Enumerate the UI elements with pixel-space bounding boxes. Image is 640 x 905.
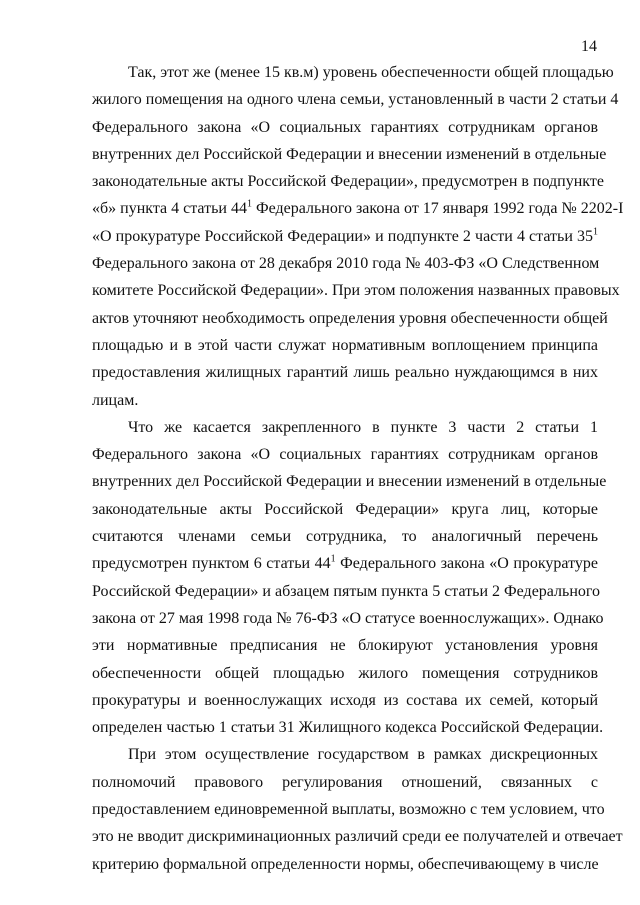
text-line [92, 114, 598, 141]
text-line-content: предоставлением единовременной выплаты, возможно с тем условием, что [92, 801, 605, 819]
footnote-marker: 1 [330, 554, 336, 566]
text-line-content: актов уточняют необходимость определения уровня обеспеченности общей [92, 309, 608, 327]
text-line-content: предоставления жилищных гарантий лишь реально нуждающимся в них [92, 364, 598, 382]
text-line [92, 687, 598, 714]
text-line-content: жилого помещения на одного члена семьи, установленный в части 2 статьи 4 [92, 91, 619, 109]
text-line [92, 741, 598, 768]
text-line [92, 523, 598, 550]
text-line [92, 441, 598, 468]
text-line-content: критерию формальной определенности нормы, обеспечивающему в числе [92, 855, 599, 873]
text-line-content: закона от 27 мая 1998 года № 76-ФЗ «О статусе военнослужащих». Однако [92, 609, 604, 627]
text-line-content: «б» пункта 4 статьи 44 [92, 200, 247, 218]
text-line-content: эти нормативные предписания не блокируют установления уровня [92, 637, 598, 655]
text-line [92, 414, 598, 441]
text-line-content: Федерального закона от 28 декабря 2010 года № 403-ФЗ «О Следственном [92, 255, 600, 273]
text-line [92, 250, 598, 277]
text-line [92, 195, 624, 222]
text-line-content: полномочий правового регулирования отношений, связанных с [92, 773, 598, 791]
text-line-content: «О прокуратуре Российской Федерации» и подпункте 2 части 4 статьи 35 [92, 227, 593, 245]
text-line-content: Российской Федерации» и абзацем пятым пункта 5 статьи 2 Федерального [92, 582, 601, 600]
text-line [92, 714, 604, 741]
text-line-content: считаются членами семьи сотрудника, то аналогичный перечень [92, 528, 598, 546]
text-line-continuation: Федерального закона от 17 января 1992 года № 2202-I [251, 200, 624, 218]
text-line [92, 769, 598, 796]
text-line [92, 496, 598, 523]
text-line-content: площадью и в этой части служат нормативным воплощением принципа [92, 336, 598, 354]
text-line [92, 332, 598, 359]
text-line-content: Так, этот же (менее 15 кв.м) уровень обеспеченности общей площадью [128, 64, 614, 81]
text-line [92, 851, 598, 878]
text-line [92, 359, 598, 386]
text-line [92, 796, 605, 823]
text-line-continuation: Федерального закона «О прокуратуре [335, 555, 598, 573]
text-line [92, 277, 620, 304]
text-line-content: Что же касается закрепленного в пункте 3 части 2 статьи 1 [128, 418, 598, 436]
text-line-content: Федерального закона «О социальных гарантиях сотрудникам органов [92, 118, 598, 136]
text-line-content: внутренних дел Российской Федерации и внесении изменений в отдельные [92, 145, 607, 163]
text-line [92, 632, 598, 659]
page-number: 14 [581, 38, 597, 55]
text-line [92, 468, 607, 495]
text-line [92, 823, 623, 850]
text-line [92, 141, 607, 168]
text-line [92, 550, 598, 577]
text-line-content: предусмотрен пунктом 6 статьи 44 [92, 555, 331, 573]
text-line-content: внутренних дел Российской Федерации и внесении изменений в отдельные [92, 473, 607, 491]
text-line [92, 223, 598, 250]
text-line-content: законодательные акты Российской Федерации», предусмотрен в подпункте [92, 173, 604, 191]
text-line-content: При этом осуществление государством в рамках дискреционных [128, 746, 598, 764]
text-line [92, 59, 614, 86]
document-body [92, 59, 624, 878]
text-line [92, 305, 608, 332]
text-line [92, 86, 619, 113]
text-line-content: это не вводит дискриминационных различий среди ее получателей и отвечает [92, 828, 623, 846]
text-line [92, 387, 598, 414]
text-line [92, 578, 601, 605]
text-line-content: законодательные акты Российской Федерации» круга лиц, которые [92, 500, 598, 518]
text-line [92, 168, 604, 195]
text-line-content: обеспеченности общей площадью жилого помещения сотрудников [92, 664, 598, 682]
footnote-marker: 1 [246, 199, 252, 211]
text-line-content: лицам. [92, 391, 139, 409]
footnote-marker: 1 [593, 226, 598, 238]
text-line-content: определен частью 1 статьи 31 Жилищного кодекса Российской Федерации. [92, 719, 604, 737]
text-line-content: комитете Российской Федерации». При этом положения названных правовых [92, 282, 620, 300]
text-line [92, 660, 598, 687]
text-line-content: Федерального закона «О социальных гарантиях сотрудникам органов [92, 446, 598, 464]
text-line-content: прокуратуры и военнослужащих исходя из состава их семей, который [92, 691, 598, 709]
text-line [92, 605, 604, 632]
